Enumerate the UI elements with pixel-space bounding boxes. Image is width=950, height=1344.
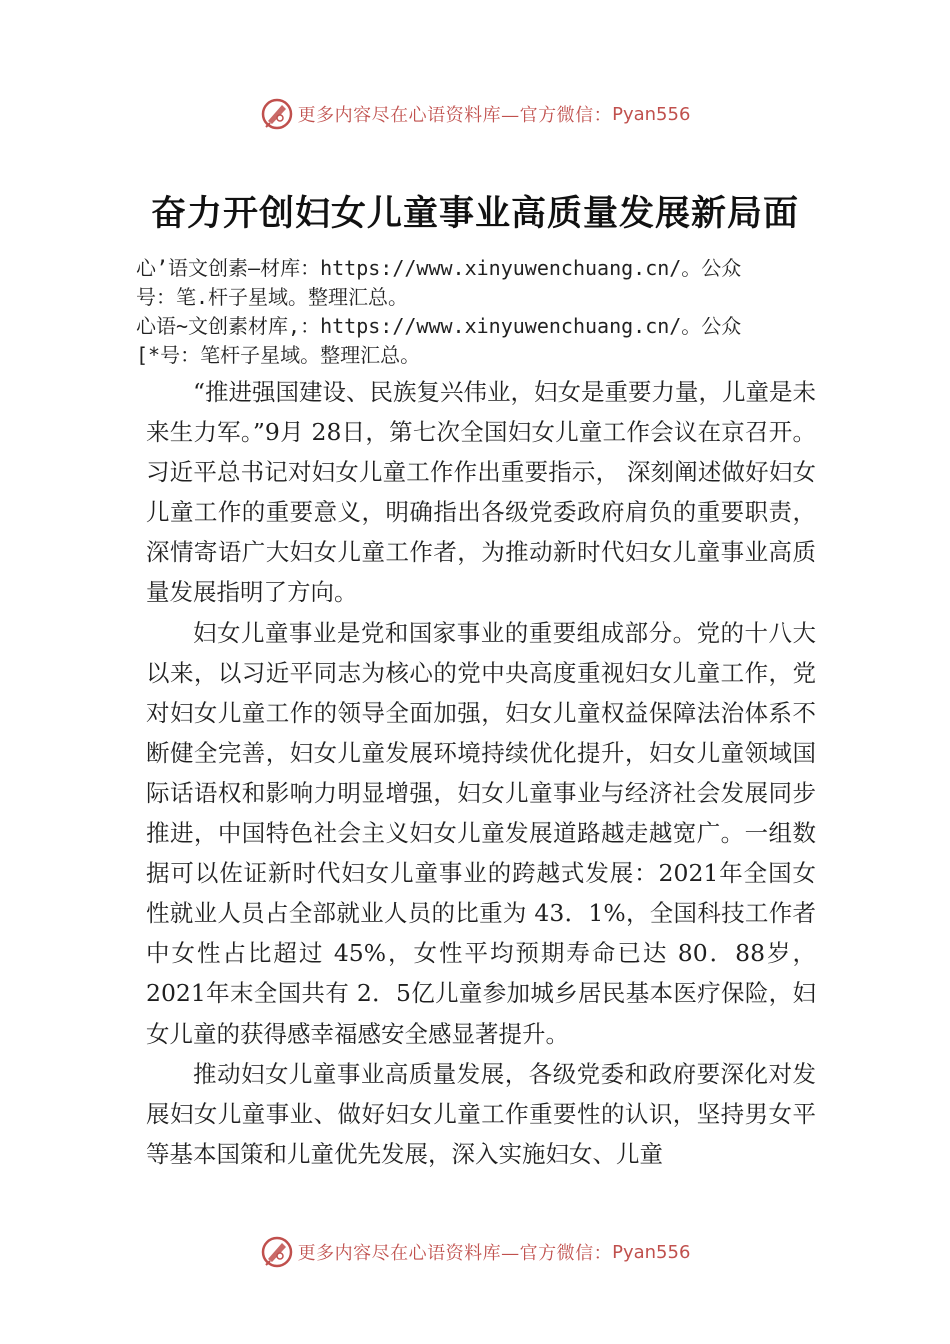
watermark-wechat-id: Pyan556 — [612, 1241, 691, 1263]
seal-logo-icon — [260, 1235, 294, 1269]
watermark-text: 更多内容尽在心语资料库—官方微信： — [297, 105, 613, 126]
watermark-text: 更多内容尽在心语资料库—官方微信： — [297, 1243, 613, 1264]
watermark-wechat-id: Pyan556 — [612, 103, 691, 125]
source-note — [136, 254, 856, 312]
paragraph: 推动妇女儿童事业高质量发展，各级党委和政府要深化对发展妇女儿童事业、做好妇女儿童工作重要性的认识，坚持男女平等基本国策和儿童优先发展，深入实施妇女、儿童 — [146, 1059, 816, 1168]
source-line: 号：笔.杆子星域。整理汇总。 — [136, 285, 409, 309]
article-body — [146, 372, 816, 1174]
footer-watermark — [0, 1232, 950, 1272]
source-line: [*号：笔杆子星域。整理汇总。 — [136, 343, 421, 367]
document-title: 奋力开创妇女儿童事业高质量发展新局面 — [150, 193, 799, 234]
seal-logo-icon — [260, 97, 294, 131]
source-note — [136, 312, 856, 370]
paragraph: 妇女儿童事业是党和国家事业的重要组成部分。党的十八大以来，以习近平同志为核心的党中央高度重视妇女儿童工作，党对妇女儿童工作的领导全面加强，妇女儿童权益保障法治体系不断健全完善，妇女儿童发展环境持续优化提升，妇女儿童领域国际话语权和影响力明显增强，妇女儿童事业与经济社会发展同步推进，中国特色社会主义妇女儿童发展道路越走越宽广。一组数据可以佐证新时代妇女儿童事业的跨越式发展：2021年全国女性就业人员占全部就业人员的比重为 43．1%，全国科技工作者中女性占比超过 45%，女性平均预期寿命已达 80．88岁，2021年末全国共有 2．5亿儿童参加城乡居民基本医疗保险，妇女儿童的获得感幸福感安全感显著提升。 — [146, 618, 816, 1048]
paragraph: “推进强国建设、民族复兴伟业，妇女是重要力量，儿童是未来生力军。”9月 28日，第七次全国妇女儿童工作会议在京召开。习近平总书记对妇女儿童工作作出重要指示， 深刻阐述做好妇女儿童工作的重要意义，明确指出各级党委政府肩负的重要职责，深情寄语广大妇女儿童工作者，为推动新时代妇女儿童事业高质量发展指明了方向。 — [146, 378, 817, 607]
source-line: 心’语文创素—材库：https://www.xinyuwenchuang.cn/。公众 — [136, 256, 742, 280]
source-line: 心语~文创素材库,：https://www.xinyuwenchuang.cn/。公众 — [136, 314, 742, 338]
header-watermark — [0, 94, 950, 134]
